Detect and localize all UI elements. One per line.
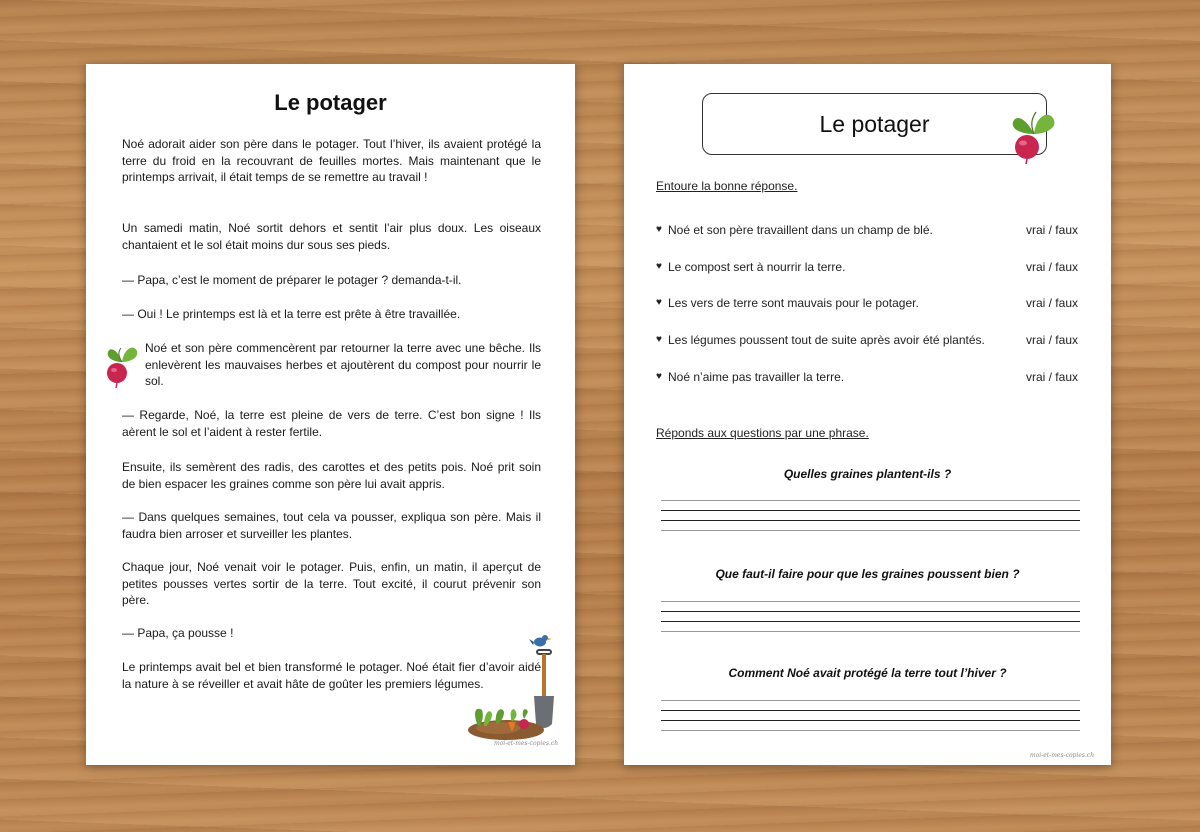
paragraph: — Papa, ça pousse ! [122,626,234,640]
heart-icon: ♥ [656,371,662,382]
true-false-choice[interactable]: vrai / faux [1025,333,1078,347]
statement-text: Les légumes poussent tout de suite après avoir été plantés. [668,333,985,347]
paragraph: Le printemps avait bel et bien transformé le potager. Noé était fier d’avoir aidé la nature à se réveiller et avait hâte de goûter les premiers légumes. [122,660,541,691]
question-text: Comment Noé avait protégé la terre tout l’hiver ? [728,666,1007,680]
credit-text: moi-et-mes-copies.ch [1030,752,1095,759]
paragraph: — Regarde, Noé, la terre est pleine de vers de terre. C’est bon signe ! Ils aèrent le sol et l’aident à rester fertile. [122,408,541,439]
paragraph: Un samedi matin, Noé sortit dehors et sentit l’air plus doux. Les oiseaux chantaient et le sol était moins dur sous ses pieds. [122,221,541,252]
credit-text: moi-et-mes-copies.ch [494,740,559,747]
paragraph: Chaque jour, Noé venait voir le potager. Puis, enfin, un matin, il aperçut de petites pousses vertes sortir de la terre. Tout excité, il courut prévenir son père. [122,560,541,607]
instruction-circle-answer: Entoure la bonne réponse. [656,179,798,193]
story-page [86,64,575,765]
heart-icon: ♥ [656,334,662,345]
heart-icon: ♥ [656,224,662,235]
statement-row [656,222,1078,238]
heart-icon: ♥ [656,297,662,308]
statement-text: Les vers de terre sont mauvais pour le potager. [668,296,919,310]
true-false-choice[interactable]: vrai / faux [1025,370,1078,384]
heart-icon: ♥ [656,261,662,272]
true-false-choice[interactable]: vrai / faux [1025,296,1078,310]
true-false-choice[interactable]: vrai / faux [1025,260,1078,274]
statement-row [656,369,1078,385]
bird-icon [529,635,552,647]
paragraph: — Dans quelques semaines, tout cela va pousser, expliqua son père. Mais il faudra bien arroser et surveiller les plantes. [122,510,541,541]
worksheet-page [624,64,1111,765]
garden-spade-icon [468,632,554,745]
statement-row [656,332,1078,348]
statement-row [656,295,1078,311]
paragraph: — Oui ! Le printemps est là et la terre est prête à être travaillée. [122,307,461,321]
worksheet-title: Le potager [702,93,1047,155]
radish-icon [104,344,140,393]
paragraph: Noé adorait aider son père dans le potager. Tout l’hiver, ils avaient protégé la terre du froid en la recouvrant de feuilles mortes. Mais maintenant que le printemps arrivait, il était temps de se remettre au travail ! [122,137,541,184]
statement-text: Noé et son père travaillent dans un champ de blé. [668,223,933,237]
paragraph: — Papa, c’est le moment de préparer le potager ? demanda-t-il. [122,273,462,287]
question-text: Quelles graines plantent-ils ? [783,467,952,481]
paragraph: Noé et son père commencèrent par retourner la terre avec une bêche. Ils enlevèrent les mauvaises herbes et ajoutèrent du compost pour nourrir le sol. [145,341,541,388]
statement-row [656,259,1078,275]
paragraph: Ensuite, ils semèrent des radis, des carottes et des petits pois. Noé prit soin de bien espacer les graines comme son père lui avait appris. [122,460,541,491]
question-text: Que faut-il faire pour que les graines poussent bien ? [715,567,1020,581]
story-title: Le potager [274,90,387,115]
instruction-answer-sentence: Réponds aux questions par une phrase. [656,426,869,440]
statement-text: Noé n’aime pas travailler la terre. [668,370,845,384]
statement-text: Le compost sert à nourrir la terre. [668,260,846,274]
true-false-choice[interactable]: vrai / faux [1025,223,1078,237]
radish-icon [1008,108,1060,169]
